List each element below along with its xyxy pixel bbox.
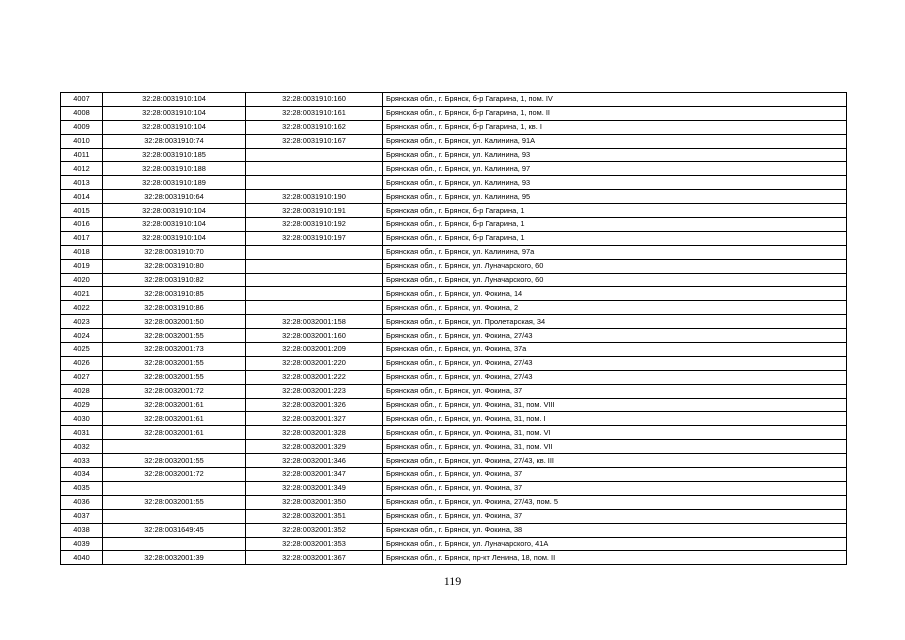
table-row (61, 273, 847, 287)
table-row (61, 315, 847, 329)
row-number-cell: 4011 (61, 148, 103, 162)
table-row (61, 384, 847, 398)
cadastral-number-cell: 32:28:0032001:55 (103, 356, 246, 370)
address-cell: Брянская обл., г. Брянск, ул. Фокина, 31, пом. VIII (383, 398, 847, 412)
table-row (61, 176, 847, 190)
row-number-cell: 4018 (61, 245, 103, 259)
row-number-cell: 4037 (61, 509, 103, 523)
cadastral-number-cell: 32:28:0032001:72 (103, 384, 246, 398)
row-number-cell: 4027 (61, 370, 103, 384)
table-row (61, 204, 847, 218)
address-cell: Брянская обл., г. Брянск, ул. Фокина, 27/43, пом. 5 (383, 495, 847, 509)
row-number-cell: 4022 (61, 301, 103, 315)
cadastral-number-cell (103, 537, 246, 551)
row-number-cell: 4023 (61, 315, 103, 329)
address-cell: Брянская обл., г. Брянск, б-р Гагарина, 1 (383, 231, 847, 245)
cadastral-number-cell: 32:28:0031910:104 (103, 106, 246, 120)
table-row (61, 148, 847, 162)
cadastral-number-cell: 32:28:0032001:39 (103, 551, 246, 565)
row-number-cell: 4026 (61, 356, 103, 370)
row-number-cell: 4010 (61, 134, 103, 148)
row-number-cell: 4012 (61, 162, 103, 176)
address-cell: Брянская обл., г. Брянск, ул. Фокина, 27/43 (383, 370, 847, 384)
table-row (61, 106, 847, 120)
address-cell: Брянская обл., г. Брянск, ул. Калинина, 91А (383, 134, 847, 148)
table-row (61, 426, 847, 440)
cadastral-number-cell: 32:28:0031910:189 (103, 176, 246, 190)
row-number-cell: 4031 (61, 426, 103, 440)
table-row (61, 93, 847, 107)
object-cadastral-number-cell (246, 148, 383, 162)
object-cadastral-number-cell: 32:28:0032001:352 (246, 523, 383, 537)
table-row (61, 162, 847, 176)
object-cadastral-number-cell: 32:28:0032001:353 (246, 537, 383, 551)
cadastral-number-cell: 32:28:0031649:45 (103, 523, 246, 537)
cadastral-number-cell: 32:28:0031910:64 (103, 190, 246, 204)
cadastral-number-cell: 32:28:0031910:188 (103, 162, 246, 176)
cadastral-number-cell: 32:28:0032001:55 (103, 495, 246, 509)
address-cell: Брянская обл., г. Брянск, ул. Фокина, 14 (383, 287, 847, 301)
row-number-cell: 4028 (61, 384, 103, 398)
address-cell: Брянская обл., г. Брянск, ул. Фокина, 27/43 (383, 356, 847, 370)
cadastral-number-cell: 32:28:0032001:72 (103, 468, 246, 482)
table-row (61, 454, 847, 468)
cadastral-number-cell (103, 440, 246, 454)
row-number-cell: 4009 (61, 120, 103, 134)
row-number-cell: 4040 (61, 551, 103, 565)
object-cadastral-number-cell: 32:28:0032001:367 (246, 551, 383, 565)
object-cadastral-number-cell: 32:28:0032001:349 (246, 481, 383, 495)
row-number-cell: 4034 (61, 468, 103, 482)
row-number-cell: 4017 (61, 231, 103, 245)
table-row (61, 495, 847, 509)
table-row (61, 356, 847, 370)
address-cell: Брянская обл., г. Брянск, ул. Фокина, 37 (383, 384, 847, 398)
table-row (61, 287, 847, 301)
cadastral-number-cell: 32:28:0032001:55 (103, 454, 246, 468)
object-cadastral-number-cell: 32:28:0032001:350 (246, 495, 383, 509)
object-cadastral-number-cell: 32:28:0031910:190 (246, 190, 383, 204)
table-row (61, 468, 847, 482)
table-row (61, 231, 847, 245)
row-number-cell: 4007 (61, 93, 103, 107)
object-cadastral-number-cell (246, 245, 383, 259)
row-number-cell: 4039 (61, 537, 103, 551)
table-row (61, 523, 847, 537)
row-number-cell: 4008 (61, 106, 103, 120)
registry-table (60, 92, 847, 565)
object-cadastral-number-cell: 32:28:0032001:347 (246, 468, 383, 482)
address-cell: Брянская обл., г. Брянск, б-р Гагарина, 1 (383, 204, 847, 218)
address-cell: Брянская обл., г. Брянск, ул. Фокина, 37 (383, 468, 847, 482)
object-cadastral-number-cell (246, 259, 383, 273)
row-number-cell: 4020 (61, 273, 103, 287)
row-number-cell: 4025 (61, 343, 103, 357)
cadastral-number-cell: 32:28:0031910:104 (103, 204, 246, 218)
object-cadastral-number-cell: 32:28:0031910:167 (246, 134, 383, 148)
cadastral-number-cell: 32:28:0032001:50 (103, 315, 246, 329)
address-cell: Брянская обл., г. Брянск, б-р Гагарина, 1, пом. II (383, 106, 847, 120)
cadastral-number-cell: 32:28:0031910:104 (103, 218, 246, 232)
address-cell: Брянская обл., г. Брянск, ул. Калинина, 93 (383, 176, 847, 190)
object-cadastral-number-cell: 32:28:0032001:346 (246, 454, 383, 468)
address-cell: Брянская обл., г. Брянск, ул. Фокина, 31, пом. I (383, 412, 847, 426)
table-row (61, 509, 847, 523)
cadastral-number-cell: 32:28:0032001:55 (103, 329, 246, 343)
table-row (61, 412, 847, 426)
row-number-cell: 4015 (61, 204, 103, 218)
cadastral-number-cell: 32:28:0031910:86 (103, 301, 246, 315)
address-cell: Брянская обл., г. Брянск, б-р Гагарина, 1, кв. I (383, 120, 847, 134)
table-row (61, 218, 847, 232)
table-row (61, 551, 847, 565)
row-number-cell: 4021 (61, 287, 103, 301)
object-cadastral-number-cell: 32:28:0031910:160 (246, 93, 383, 107)
object-cadastral-number-cell: 32:28:0032001:223 (246, 384, 383, 398)
object-cadastral-number-cell (246, 162, 383, 176)
row-number-cell: 4038 (61, 523, 103, 537)
cadastral-number-cell: 32:28:0031910:82 (103, 273, 246, 287)
table-row (61, 398, 847, 412)
object-cadastral-number-cell: 32:28:0032001:158 (246, 315, 383, 329)
table-row (61, 259, 847, 273)
table-row (61, 329, 847, 343)
address-cell: Брянская обл., г. Брянск, ул. Калинина, 97 (383, 162, 847, 176)
address-cell: Брянская обл., г. Брянск, ул. Фокина, 31, пом. VII (383, 440, 847, 454)
object-cadastral-number-cell: 32:28:0032001:326 (246, 398, 383, 412)
object-cadastral-number-cell: 32:28:0032001:222 (246, 370, 383, 384)
object-cadastral-number-cell (246, 287, 383, 301)
address-cell: Брянская обл., г. Брянск, ул. Фокина, 37 (383, 509, 847, 523)
table-row (61, 190, 847, 204)
row-number-cell: 4029 (61, 398, 103, 412)
address-cell: Брянская обл., г. Брянск, ул. Луначарского, 60 (383, 259, 847, 273)
address-cell: Брянская обл., г. Брянск, ул. Калинина, 97а (383, 245, 847, 259)
cadastral-number-cell: 32:28:0031910:185 (103, 148, 246, 162)
table-row (61, 120, 847, 134)
cadastral-number-cell: 32:28:0031910:104 (103, 231, 246, 245)
page-number: 119 (443, 574, 462, 588)
row-number-cell: 4024 (61, 329, 103, 343)
address-cell: Брянская обл., г. Брянск, ул. Фокина, 37 (383, 481, 847, 495)
cadastral-number-cell (103, 481, 246, 495)
address-cell: Брянская обл., г. Брянск, ул. Фокина, 37а (383, 343, 847, 357)
cadastral-number-cell: 32:28:0031910:85 (103, 287, 246, 301)
cadastral-number-cell: 32:28:0031910:80 (103, 259, 246, 273)
object-cadastral-number-cell (246, 176, 383, 190)
object-cadastral-number-cell: 32:28:0031910:191 (246, 204, 383, 218)
address-cell: Брянская обл., г. Брянск, ул. Калинина, 95 (383, 190, 847, 204)
object-cadastral-number-cell (246, 301, 383, 315)
address-cell: Брянская обл., г. Брянск, ул. Пролетарская, 34 (383, 315, 847, 329)
object-cadastral-number-cell: 32:28:0032001:220 (246, 356, 383, 370)
address-cell: Брянская обл., г. Брянск, б-р Гагарина, 1, пом. IV (383, 93, 847, 107)
address-cell: Брянская обл., г. Брянск, ул. Фокина, 38 (383, 523, 847, 537)
cadastral-number-cell: 32:28:0031910:104 (103, 93, 246, 107)
cadastral-number-cell: 32:28:0031910:104 (103, 120, 246, 134)
row-number-cell: 4032 (61, 440, 103, 454)
row-number-cell: 4033 (61, 454, 103, 468)
object-cadastral-number-cell: 32:28:0032001:329 (246, 440, 383, 454)
table-row (61, 440, 847, 454)
object-cadastral-number-cell: 32:28:0031910:161 (246, 106, 383, 120)
address-cell: Брянская обл., г. Брянск, пр-кт Ленина, 18, пом. II (383, 551, 847, 565)
object-cadastral-number-cell: 32:28:0032001:351 (246, 509, 383, 523)
cadastral-number-cell: 32:28:0032001:73 (103, 343, 246, 357)
row-number-cell: 4036 (61, 495, 103, 509)
cadastral-number-cell (103, 509, 246, 523)
address-cell: Брянская обл., г. Брянск, ул. Фокина, 27/43, кв. III (383, 454, 847, 468)
address-cell: Брянская обл., г. Брянск, ул. Калинина, 93 (383, 148, 847, 162)
cadastral-number-cell: 32:28:0032001:61 (103, 426, 246, 440)
table-row (61, 245, 847, 259)
address-cell: Брянская обл., г. Брянск, б-р Гагарина, 1 (383, 218, 847, 232)
table-row (61, 343, 847, 357)
row-number-cell: 4030 (61, 412, 103, 426)
object-cadastral-number-cell: 32:28:0032001:327 (246, 412, 383, 426)
address-cell: Брянская обл., г. Брянск, ул. Фокина, 2 (383, 301, 847, 315)
object-cadastral-number-cell: 32:28:0031910:192 (246, 218, 383, 232)
row-number-cell: 4013 (61, 176, 103, 190)
table-row (61, 537, 847, 551)
table-row (61, 370, 847, 384)
object-cadastral-number-cell (246, 273, 383, 287)
row-number-cell: 4019 (61, 259, 103, 273)
table-row (61, 134, 847, 148)
cadastral-number-cell: 32:28:0032001:61 (103, 412, 246, 426)
object-cadastral-number-cell: 32:28:0032001:328 (246, 426, 383, 440)
address-cell: Брянская обл., г. Брянск, ул. Луначарского, 60 (383, 273, 847, 287)
row-number-cell: 4014 (61, 190, 103, 204)
cadastral-number-cell: 32:28:0032001:55 (103, 370, 246, 384)
object-cadastral-number-cell: 32:28:0031910:162 (246, 120, 383, 134)
object-cadastral-number-cell: 32:28:0032001:160 (246, 329, 383, 343)
row-number-cell: 4016 (61, 218, 103, 232)
registry-table-body (61, 93, 847, 565)
address-cell: Брянская обл., г. Брянск, ул. Фокина, 27/43 (383, 329, 847, 343)
address-cell: Брянская обл., г. Брянск, ул. Фокина, 31, пом. VI (383, 426, 847, 440)
cadastral-number-cell: 32:28:0031910:70 (103, 245, 246, 259)
address-cell: Брянская обл., г. Брянск, ул. Луначарского, 41А (383, 537, 847, 551)
row-number-cell: 4035 (61, 481, 103, 495)
cadastral-number-cell: 32:28:0031910:74 (103, 134, 246, 148)
object-cadastral-number-cell: 32:28:0032001:209 (246, 343, 383, 357)
table-row (61, 301, 847, 315)
table-row (61, 481, 847, 495)
object-cadastral-number-cell: 32:28:0031910:197 (246, 231, 383, 245)
cadastral-number-cell: 32:28:0032001:61 (103, 398, 246, 412)
